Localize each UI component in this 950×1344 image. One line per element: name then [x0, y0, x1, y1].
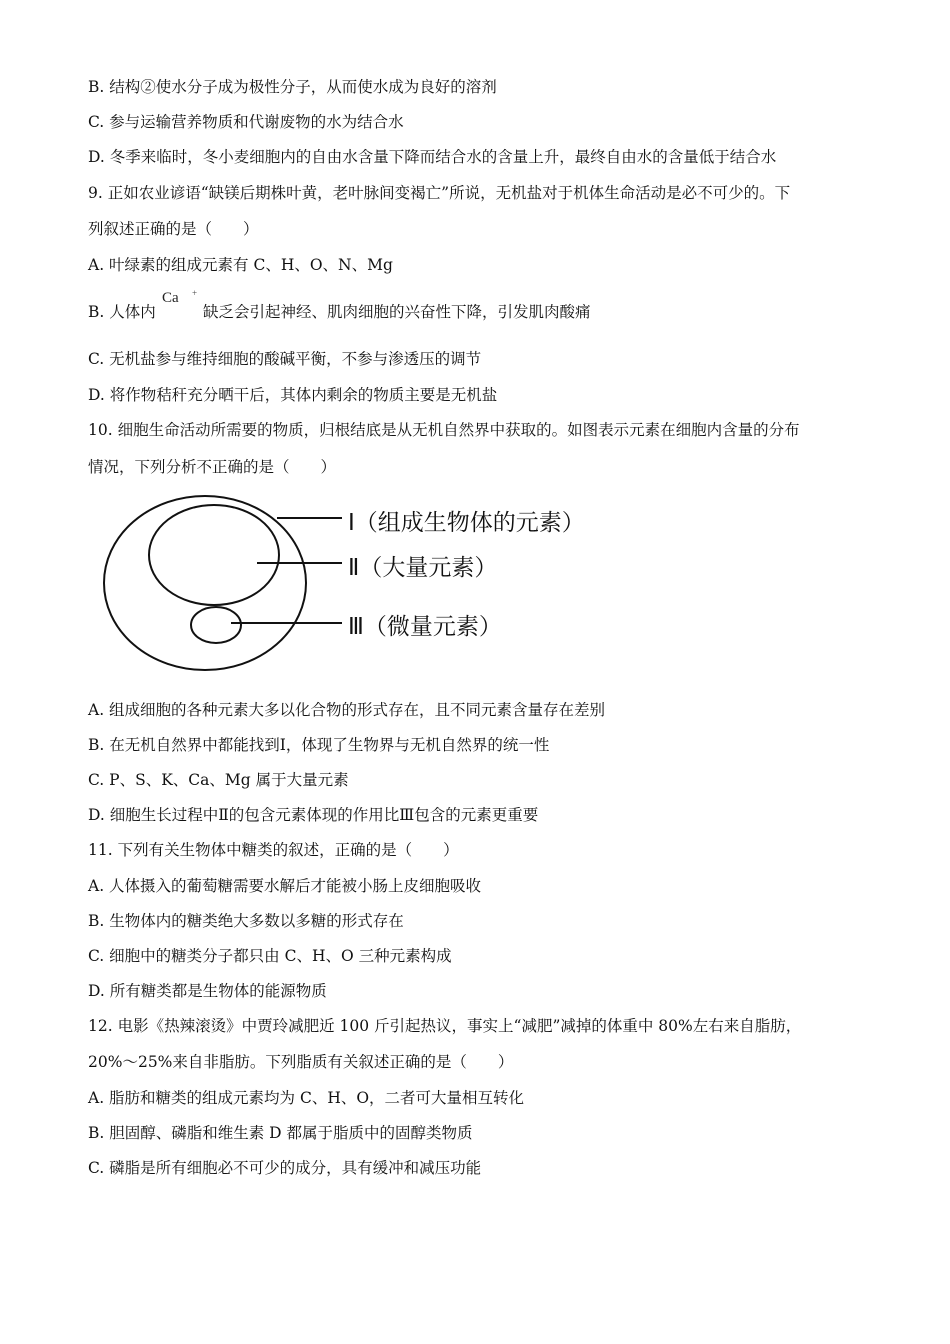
macro-element-circle	[149, 505, 279, 605]
q11-option-c: C. 细胞中的糖类分子都只由 C、H、O 三种元素构成	[88, 947, 452, 965]
q10-stem-line2: 情况，下列分析不正确的是（ ）	[88, 458, 337, 476]
q9-option-b-prefix: B. 人体内	[88, 303, 156, 321]
q10-option-d: D. 细胞生长过程中Ⅱ的包含元素体现的作用比Ⅲ包含的元素更重要	[88, 806, 539, 824]
q9-option-d: D. 将作物秸秆充分晒干后，其体内剩余的物质主要是无机盐	[88, 386, 498, 404]
q10-option-c: C. P、S、K、Ca、Mg 属于大量元素	[88, 771, 349, 789]
q12-option-b: B. 胆固醇、磷脂和维生素 D 都属于脂质中的固醇类物质	[88, 1124, 473, 1142]
outer-circle	[104, 496, 306, 670]
q11-stem: 11. 下列有关生物体中糖类的叙述，正确的是（ ）	[88, 841, 459, 859]
q12-option-a: A. 脂肪和糖类的组成元素均为 C、H、O，二者可大量相互转化	[88, 1089, 525, 1107]
q10-stem-line1: 10. 细胞生命活动所需要的物质，归根结底是从无机自然界中获取的。如图表示元素在细胞内含量的分布	[88, 421, 800, 439]
calcium-charge: +	[192, 288, 198, 298]
q10-option-b: B. 在无机自然界中都能找到Ⅰ，体现了生物界与无机自然界的统一性	[88, 736, 550, 754]
label-elements-of-organisms: Ⅰ（组成生物体的元素）	[348, 510, 585, 536]
q11-option-d: D. 所有糖类都是生物体的能源物质	[88, 982, 327, 1000]
trace-element-circle	[191, 607, 241, 643]
q11-option-b: B. 生物体内的糖类绝大多数以多糖的形式存在	[88, 912, 404, 930]
q9-option-a: A. 叶绿素的组成元素有 C、H、O、N、Mg	[88, 256, 393, 274]
q12-stem-line1: 12. 电影《热辣滚烫》中贾玲减肥近 100 斤引起热议，事实上“减肥”减掉的体重中 80%左右来自脂肪，	[88, 1017, 802, 1035]
q12-option-c: C. 磷脂是所有细胞必不可少的成分，具有缓冲和减压功能	[88, 1159, 482, 1177]
q9-stem-line2: 列叙述正确的是（ ）	[88, 220, 259, 238]
label-macro-elements: Ⅱ（大量元素）	[348, 555, 498, 581]
label-trace-elements: Ⅲ（微量元素）	[348, 614, 502, 640]
q10-option-a: A. 组成细胞的各种元素大多以化合物的形式存在，且不同元素含量存在差别	[88, 701, 606, 719]
q8-option-b: B. 结构②使水分子成为极性分子，从而使水成为良好的溶剂	[88, 78, 497, 96]
q9-stem-line1: 9. 正如农业谚语“缺镁后期株叶黄，老叶脉间变褐亡”所说，无机盐对于机体生命活动是必不可少的。下	[88, 184, 791, 202]
q8-option-d: D. 冬季来临时，冬小麦细胞内的自由水含量下降而结合水的含量上升，最终自由水的含量低于结合水	[88, 148, 777, 166]
calcium-symbol: Ca	[162, 290, 179, 306]
q11-option-a: A. 人体摄入的葡萄糖需要水解后才能被小肠上皮细胞吸收	[88, 877, 482, 895]
q8-option-c: C. 参与运输营养物质和代谢废物的水为结合水	[88, 113, 404, 131]
q12-stem-line2: 20%～25%来自非脂肪。下列脂质有关叙述正确的是（ ）	[88, 1053, 514, 1071]
q9-option-c: C. 无机盐参与维持细胞的酸碱平衡，不参与渗透压的调节	[88, 350, 482, 368]
q9-option-b-text: 缺乏会引起神经、肌肉细胞的兴奋性下降，引发肌肉酸痛	[203, 303, 591, 321]
